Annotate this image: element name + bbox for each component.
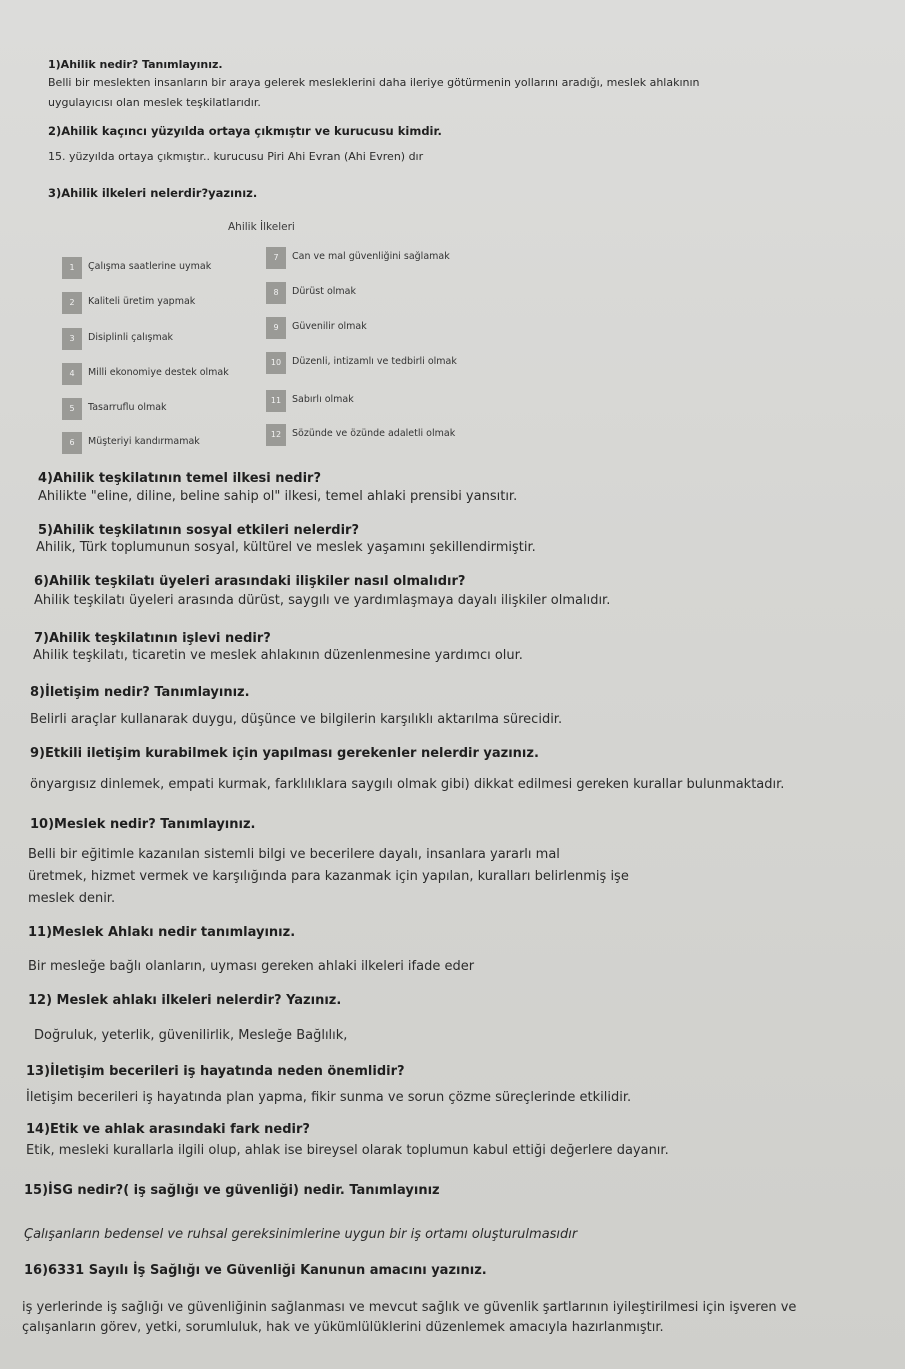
answer-16-line-1: iş yerlerinde iş sağlığı ve güvenliğinin sağlanması ve mevcut sağlık ve güvenlik şartlarının iyileştirilmesi için işveren ve bbox=[22, 1300, 797, 1315]
question-1: 1)Ahilik nedir? Tanımlayınız. bbox=[48, 58, 223, 71]
answer-13: İletişim becerileri iş hayatında plan yapma, fikir sunma ve sorun çözme süreçlerinde etkilidir. bbox=[26, 1090, 632, 1105]
principle-number: 12 bbox=[266, 424, 286, 446]
principle-item bbox=[62, 432, 262, 454]
question-8: 8)İletişim nedir? Tanımlayınız. bbox=[30, 685, 250, 700]
principle-item bbox=[266, 247, 466, 269]
principle-label: Disiplinli çalışmak bbox=[88, 332, 174, 343]
question-7: 7)Ahilik teşkilatının işlevi nedir? bbox=[34, 631, 271, 646]
answer-6: Ahilik teşkilatı üyeleri arasında dürüst, saygılı ve yardımlaşmaya dayalı ilişkiler olmalıdır. bbox=[34, 593, 611, 608]
answer-16-line-2: çalışanların görev, yetki, sorumluluk, hak ve yükümlülüklerini düzenlemek amacıyla hazırlanmıştır. bbox=[22, 1320, 664, 1335]
answer-5: Ahilik, Türk toplumunun sosyal, kültürel ve meslek yaşamını şekillendirmiştir. bbox=[36, 540, 536, 555]
principle-number: 8 bbox=[266, 282, 286, 304]
question-2: 2)Ahilik kaçıncı yüzyılda ortaya çıkmıştır ve kurucusu kimdir. bbox=[48, 124, 442, 138]
question-6: 6)Ahilik teşkilatı üyeleri arasındaki ilişkiler nasıl olmalıdır? bbox=[34, 574, 466, 589]
principle-label: Sözünde ve özünde adaletli olmak bbox=[292, 428, 456, 439]
answer-8: Belirli araçlar kullanarak duygu, düşünce ve bilgilerin karşılıklı aktarılma sürecidir. bbox=[30, 712, 563, 727]
answer-12: Doğruluk, yeterlik, güvenilirlik, Mesleğe Bağlılık, bbox=[34, 1028, 348, 1043]
question-4: 4)Ahilik teşkilatının temel ilkesi nedir? bbox=[38, 471, 322, 486]
principle-item bbox=[62, 292, 262, 314]
question-3: 3)Ahilik ilkeleri nelerdir?yazınız. bbox=[48, 186, 258, 200]
answer-15: Çalışanların bedensel ve ruhsal gereksinimlerine uygun bir iş ortamı oluşturulmasıdır bbox=[24, 1227, 578, 1242]
answer-11: Bir mesleğe bağlı olanların, uyması gereken ahlaki ilkeleri ifade eder bbox=[28, 959, 475, 974]
principle-label: Kaliteli üretim yapmak bbox=[88, 296, 196, 307]
principle-item bbox=[62, 398, 262, 420]
answer-1-line-2: uygulayıcısı olan meslek teşkilatlarıdır. bbox=[48, 96, 261, 109]
principle-label: Milli ekonomiye destek olmak bbox=[88, 367, 229, 378]
principle-item bbox=[266, 424, 466, 446]
answer-10-line-1: Belli bir eğitimle kazanılan sistemli bilgi ve becerilere dayalı, insanlara yararlı mal bbox=[28, 847, 560, 862]
principle-item bbox=[266, 352, 466, 374]
principle-label: Sabırlı olmak bbox=[292, 394, 354, 405]
question-9: 9)Etkili iletişim kurabilmek için yapılması gerekenler nelerdir yazınız. bbox=[30, 746, 539, 761]
question-12: 12) Meslek ahlakı ilkeleri nelerdir? Yazınız. bbox=[28, 993, 342, 1008]
principle-number: 11 bbox=[266, 390, 286, 412]
principle-label: Müşteriyi kandırmamak bbox=[88, 436, 200, 447]
principle-item bbox=[62, 328, 262, 350]
principle-label: Dürüst olmak bbox=[292, 286, 356, 297]
question-15: 15)İSG nedir?( iş sağlığı ve güvenliği) nedir. Tanımlayınız bbox=[24, 1183, 440, 1198]
answer-9: önyargısız dinlemek, empati kurmak, farklılıklara saygılı olmak gibi) dikkat edilmesi gereken kurallar bulunmaktadır. bbox=[30, 777, 785, 792]
principle-number: 7 bbox=[266, 247, 286, 269]
answer-2: 15. yüzyılda ortaya çıkmıştır.. kurucusu Piri Ahi Evran (Ahi Evren) dır bbox=[48, 150, 424, 163]
principle-number: 2 bbox=[62, 292, 82, 314]
principle-number: 6 bbox=[62, 432, 82, 454]
question-5: 5)Ahilik teşkilatının sosyal etkileri nelerdir? bbox=[38, 523, 360, 538]
answer-7: Ahilik teşkilatı, ticaretin ve meslek ahlakının düzenlenmesine yardımcı olur. bbox=[33, 648, 523, 663]
principle-item bbox=[266, 282, 466, 304]
answer-4: Ahilikte "eline, diline, beline sahip ol" ilkesi, temel ahlaki prensibi yansıtır. bbox=[38, 489, 518, 504]
principle-number: 9 bbox=[266, 317, 286, 339]
question-14: 14)Etik ve ahlak arasındaki fark nedir? bbox=[26, 1122, 310, 1137]
principle-label: Düzenli, intizamlı ve tedbirli olmak bbox=[292, 356, 457, 367]
principle-item bbox=[266, 390, 466, 412]
principle-number: 5 bbox=[62, 398, 82, 420]
principle-number: 4 bbox=[62, 363, 82, 385]
principle-item bbox=[62, 257, 262, 279]
answer-10-line-2: üretmek, hizmet vermek ve karşılığında para kazanmak için yapılan, kuralları belirlenmiş işe bbox=[28, 869, 629, 884]
principle-item bbox=[62, 363, 262, 385]
question-13: 13)İletişim becerileri iş hayatında neden önemlidir? bbox=[26, 1064, 405, 1079]
principle-number: 3 bbox=[62, 328, 82, 350]
answer-14: Etik, mesleki kurallarla ilgili olup, ahlak ise bireysel olarak toplumun kabul ettiği değerlere dayanır. bbox=[26, 1143, 669, 1158]
principle-number: 10 bbox=[266, 352, 286, 374]
answer-10-line-3: meslek denir. bbox=[28, 891, 116, 906]
principle-label: Çalışma saatlerine uymak bbox=[88, 261, 212, 272]
principles-table-title: Ahilik İlkeleri bbox=[228, 221, 295, 233]
principle-number: 1 bbox=[62, 257, 82, 279]
question-10: 10)Meslek nedir? Tanımlayınız. bbox=[30, 817, 256, 832]
principle-label: Tasarruflu olmak bbox=[88, 402, 167, 413]
principle-label: Can ve mal güvenliğini sağlamak bbox=[292, 251, 450, 262]
answer-1-line-1: Belli bir meslekten insanların bir araya gelerek mesleklerini daha ileriye götürmenin yollarını aradığı, meslek ahlakının bbox=[48, 76, 700, 89]
question-11: 11)Meslek Ahlakı nedir tanımlayınız. bbox=[28, 925, 296, 940]
principle-item bbox=[266, 317, 466, 339]
principle-label: Güvenilir olmak bbox=[292, 321, 367, 332]
question-16: 16)6331 Sayılı İş Sağlığı ve Güvenliği Kanunun amacını yazınız. bbox=[24, 1263, 487, 1278]
